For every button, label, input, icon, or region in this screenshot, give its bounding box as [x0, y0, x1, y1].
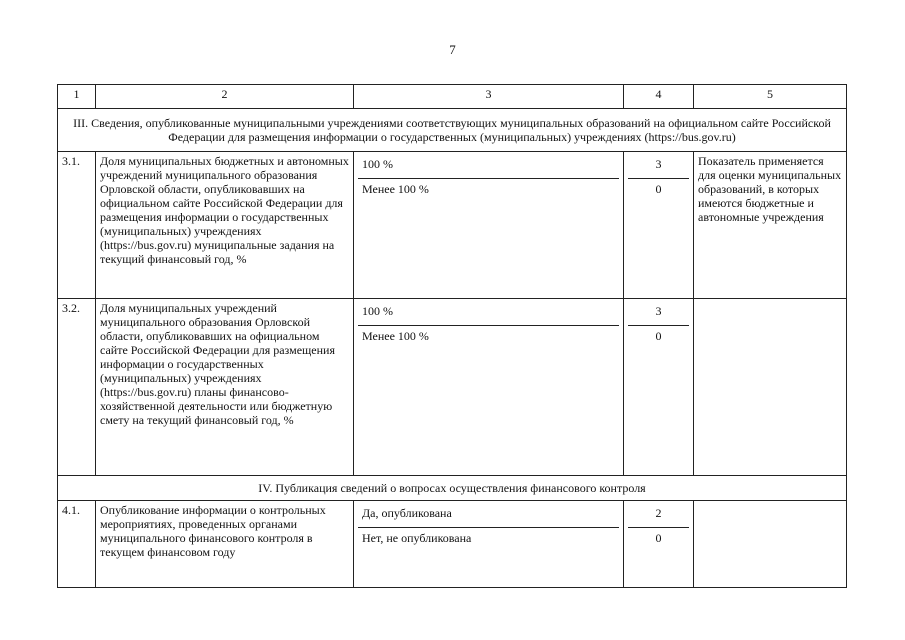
criterion-label: 100 % [358, 301, 619, 326]
table-row [58, 299, 847, 476]
table-row [58, 152, 847, 299]
table-row [58, 501, 847, 588]
table-header-row [58, 85, 847, 109]
score-value: 3 [628, 301, 689, 326]
note-text [694, 299, 847, 476]
criteria-cell [354, 299, 624, 476]
criterion-label: Менее 100 % [362, 182, 429, 196]
header-cell-2: 2 [96, 85, 354, 109]
score-cell [624, 299, 694, 476]
criterion-label: 100 % [358, 154, 619, 179]
indicator-text: Опубликование информации о контрольных мероприятиях, проведенных органами муниципального финансового контроля в текущем финансовом году [96, 501, 354, 588]
criteria-cell [354, 152, 624, 299]
criterion-label: Менее 100 % [362, 329, 429, 343]
criteria-table [57, 84, 847, 588]
row-number: 3.1. [58, 152, 96, 299]
page-number: 7 [449, 42, 456, 57]
section-row-3 [58, 109, 847, 152]
header-cell-4: 4 [624, 85, 694, 109]
header-cell-3: 3 [354, 85, 624, 109]
score-cell [624, 152, 694, 299]
section-title-4: IV. Публикация сведений о вопросах осуществления финансового контроля [58, 476, 847, 501]
note-text: Показатель применяется для оценки муниципальных образований, в которых имеются бюджетные и автономные учреждения [694, 152, 847, 299]
row-number: 3.2. [58, 299, 96, 476]
section-title-3: III. Сведения, опубликованные муниципальными учреждениями соответствующих муниципальных образований на официальном сайте Российской Федерации для размещения информации о государственных (муниципальных) учреждениях (https://bus.gov.ru) [58, 109, 847, 152]
criterion-label: Да, опубликована [358, 503, 619, 528]
score-value: 0 [655, 531, 662, 545]
row-number: 4.1. [58, 501, 96, 588]
score-cell [624, 501, 694, 588]
header-cell-5: 5 [694, 85, 847, 109]
criterion-label: Нет, не опубликована [362, 531, 472, 545]
score-value: 0 [655, 329, 662, 343]
section-row-4 [58, 476, 847, 501]
score-value: 0 [655, 182, 662, 196]
score-value: 2 [628, 503, 689, 528]
indicator-text: Доля муниципальных бюджетных и автономных учреждений муниципального образования Орловской области, опубликовавших на официальном сайте Российской Федерации для размещения информации о государственных (муниципальных) учреждениях (https://bus.gov.ru) муниципальные задания на текущий финансовый год, % [96, 152, 354, 299]
indicator-text: Доля муниципальных учреждений муниципального образования Орловской области, опубликовавших на официальном сайте Российской Федерации для размещения информации о государственных (муниципальных) учреждениях (https://bus.gov.ru) планы финансово-хозяйственной деятельности или бюджетную смету на текущий финансовый год, % [96, 299, 354, 476]
header-cell-1: 1 [58, 85, 96, 109]
note-text [694, 501, 847, 588]
score-value: 3 [628, 154, 689, 179]
criteria-cell [354, 501, 624, 588]
